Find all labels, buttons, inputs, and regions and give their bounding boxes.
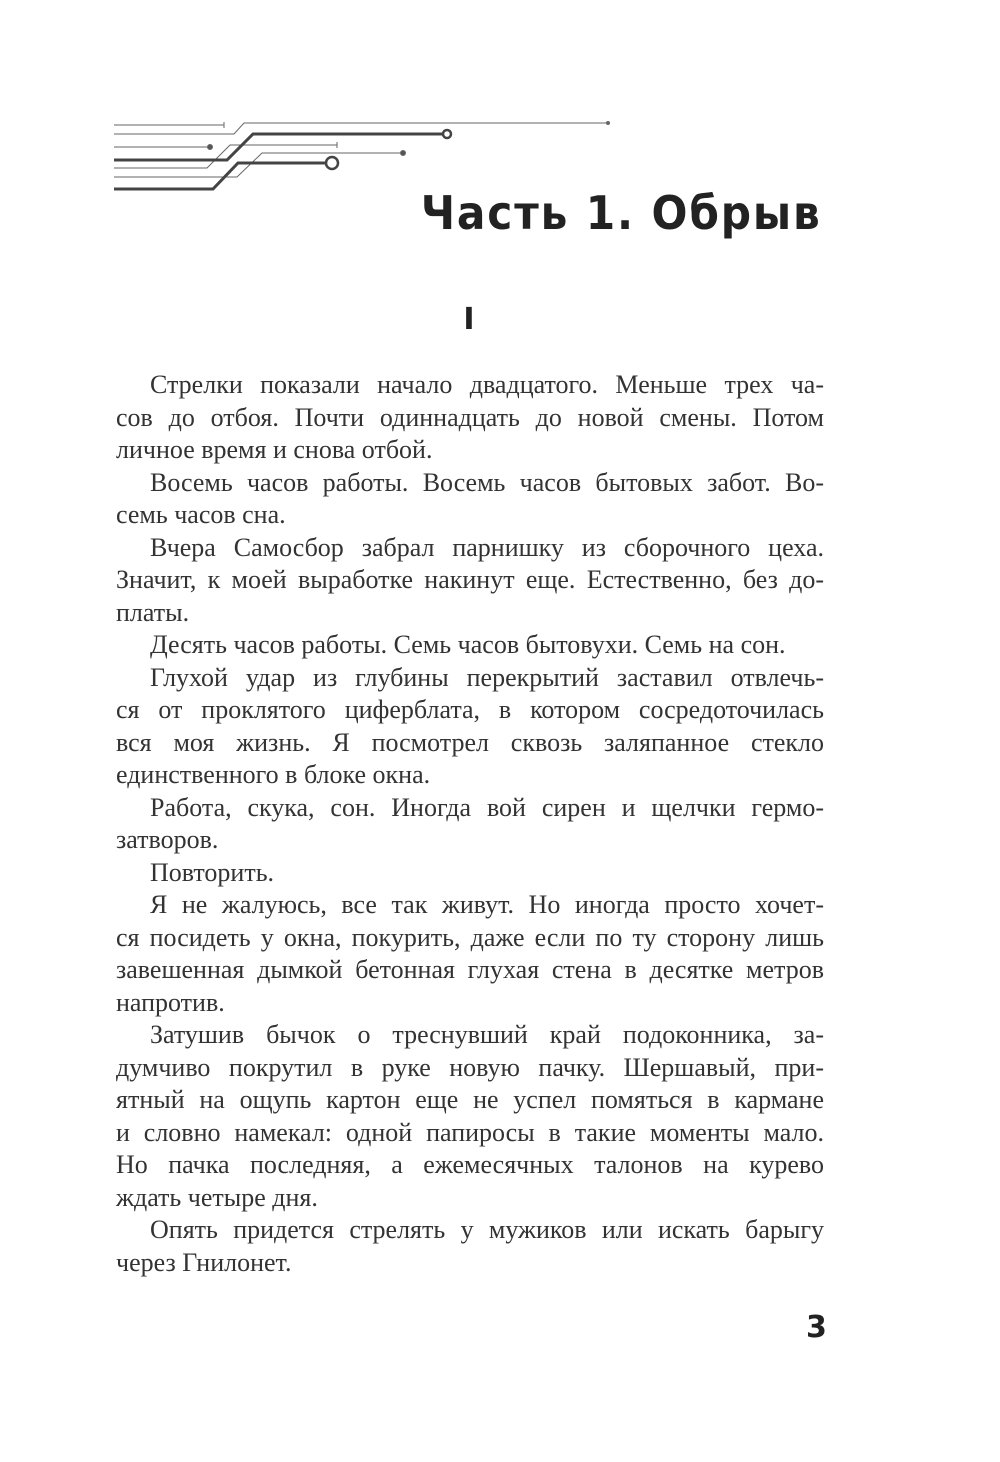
text-line: семь часов сна. <box>116 500 286 529</box>
section-number: I <box>463 302 475 337</box>
paragraph <box>116 1019 824 1214</box>
text-line: Повторить. <box>150 857 275 887</box>
text-line: Стрелки показали начало двадцатого. Меньше трех ча- <box>150 370 824 399</box>
text-line: ся посидеть у окна, покурить, даже если по ту сторону лишь <box>116 922 824 952</box>
text-line: Работа, скука, сон. Иногда вой сирен и щелчки гермо- <box>150 792 824 822</box>
paragraph <box>116 1214 824 1279</box>
circuit-traces-icon <box>0 0 640 200</box>
paragraph <box>116 369 824 467</box>
text-line: ся от проклятого циферблата, в котором сосредоточилась <box>116 695 824 724</box>
page-number: 3 <box>806 1310 827 1345</box>
text-line: и словно намекал: одной папиросы в такие моменты мало. <box>116 1117 824 1147</box>
paragraph <box>116 629 824 662</box>
part-title: Часть 1. Обрыв <box>421 186 822 240</box>
text-line: через Гнилонет. <box>116 1247 292 1277</box>
text-line: личное время и снова отбой. <box>116 435 433 464</box>
text-line: Но пачка последняя, а ежемесячных талонов на курево <box>116 1150 824 1179</box>
paragraph <box>116 467 824 532</box>
paragraph <box>116 857 824 890</box>
text-line: сов до отбоя. Почти одиннадцать до новой смены. Потом <box>116 402 824 432</box>
text-line: Вчера Самосбор забрал парнишку из сборочного цеха. <box>150 532 824 562</box>
text-line: Восемь часов работы. Восемь часов бытовых забот. Во- <box>150 467 824 497</box>
text-line: ятный на ощупь картон еще не успел помяться в кармане <box>116 1085 824 1114</box>
text-line: Я не жалуюсь, все так живут. Но иногда просто хочет- <box>150 890 824 919</box>
text-line: Затушив бычок о треснувший край подоконника, за- <box>150 1020 824 1049</box>
body-text <box>116 369 824 1279</box>
text-line: думчиво покрутил в руке новую пачку. Шершавый, при- <box>116 1052 824 1082</box>
text-line: единственного в блоке окна. <box>116 760 431 789</box>
paragraph <box>116 889 824 1019</box>
text-line: затворов. <box>116 825 219 854</box>
paragraph <box>116 662 824 792</box>
paragraph <box>116 792 824 857</box>
text-line: вся моя жизнь. Я посмотрел сквозь заляпанное стекло <box>116 727 824 757</box>
text-line: завешенная дымкой бетонная глухая стена в десятке метров <box>116 955 824 984</box>
text-line: Значит, к моей выработке накинут еще. Естественно, без до- <box>116 565 824 594</box>
text-line: ждать четыре дня. <box>116 1182 318 1212</box>
text-line: Десять часов работы. Семь часов бытовухи. Семь на сон. <box>150 630 786 659</box>
text-line: Опять придется стрелять у мужиков или искать барыгу <box>150 1215 824 1244</box>
text-line: Глухой удар из глубины перекрытий заставил отвлечь- <box>150 662 824 692</box>
paragraph <box>116 532 824 630</box>
text-line: напротив. <box>116 987 225 1017</box>
text-line: платы. <box>116 597 190 627</box>
